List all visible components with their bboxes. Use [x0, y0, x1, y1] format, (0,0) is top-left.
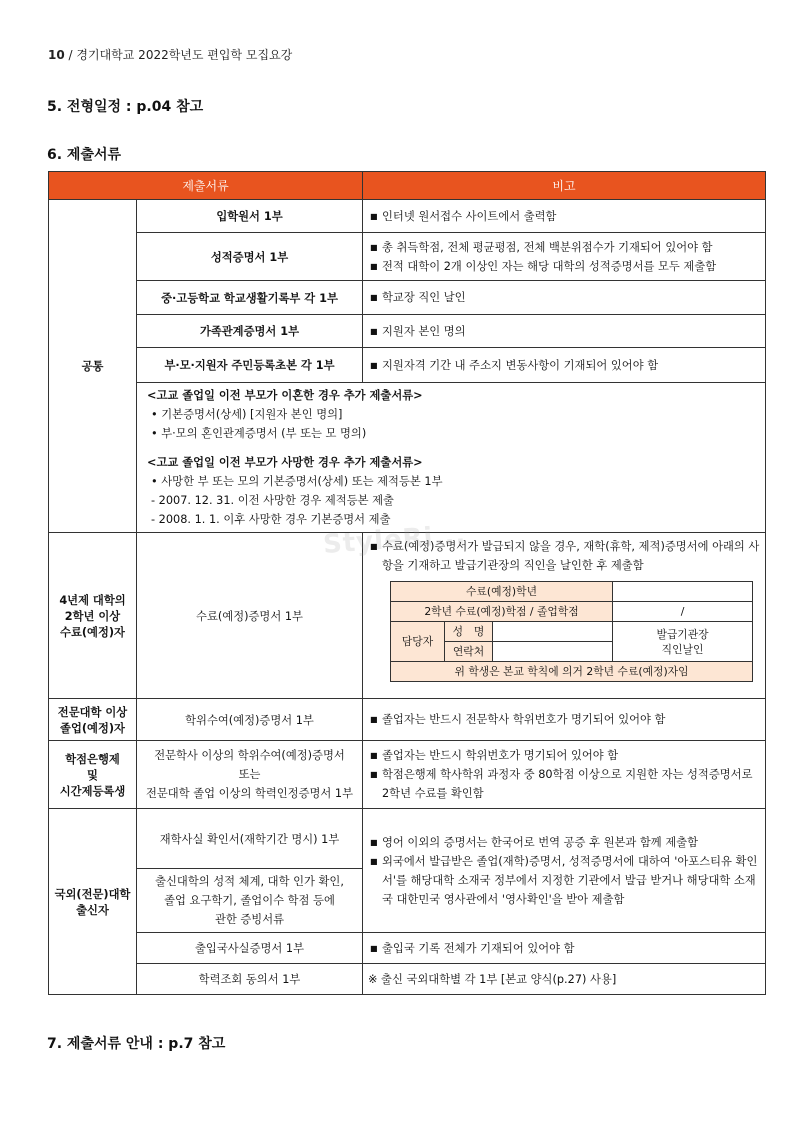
label-line: 학점은행제 — [65, 752, 120, 766]
note-item: ■ 수료(예정)증명서가 발급되지 않을 경우, 재학(휴학, 제적)증명서에 아래의 사항을 기재하고 발급기관장의 직인을 날인한 후 제출함 — [368, 537, 760, 575]
section-5-title: 5. 전형일정 : p.04 참고 — [47, 99, 204, 115]
doc-line: 전문학사 이상의 학위수여(예정)증명서 — [154, 749, 345, 762]
death-item: • 사망한 부 또는 모의 기본증명서(상세) 또는 제적등본 1부 — [151, 475, 443, 488]
label-line: 4년제 대학의 — [59, 593, 126, 607]
completion-form — [390, 581, 753, 682]
death-heading: <고교 졸업일 이전 부모가 사망한 경우 추가 제출서류> — [147, 456, 423, 469]
form-name: 성 명 — [445, 622, 493, 642]
note-item: ■ 외국에서 발급받은 졸업(재학)증명서, 성적증명서에 대하여 '아포스티유 확인서'를 해당대학 소재국 정부에서 지정한 기관에서 발급 받거나 해당대학 소재국 대한민국 영사관에서 '영사확인'을 받아 제출함 — [368, 852, 760, 909]
doc-credit-bank — [137, 741, 363, 809]
form-year: 수료(예정)학년 — [391, 582, 613, 602]
doc-line: 또는 — [238, 768, 261, 781]
divorce-item: • 기본증명서(상세) [지원자 본인 명의] — [151, 408, 343, 421]
category-college — [49, 699, 137, 741]
doc-completion: 수료(예정)증명서 1부 — [137, 533, 363, 699]
header-doc: 제출서류 — [49, 172, 363, 200]
note-consent: ※ 출신 국외대학별 각 1부 [본교 양식(p.27) 사용] — [363, 964, 766, 995]
form-year-value — [613, 582, 753, 602]
page-header — [48, 46, 292, 63]
note-item: ■ 인터넷 원서접수 사이트에서 출력함 — [368, 207, 760, 226]
category-credit-bank — [49, 741, 137, 809]
form-credits: 2학년 수료(예정)학점 / 졸업학점 — [391, 602, 613, 622]
doc-line: 출신대학의 성적 체계, 대학 인가 확인, — [155, 875, 344, 888]
header-title: 경기대학교 2022학년도 편입학 모집요강 — [76, 48, 293, 62]
label-line: 수료(예정)자 — [60, 625, 125, 639]
note-item: ■ 전적 대학이 2개 이상인 자는 해당 대학의 성적증명서를 모두 제출함 — [368, 257, 760, 276]
note-application — [363, 200, 766, 233]
note-item: ■ 지원자 본인 명의 — [368, 322, 760, 341]
note-item: ■ 영어 이외의 증명서는 한국어로 번역 공증 후 원본과 함께 제출함 — [368, 833, 760, 852]
label-line: 출신자 — [76, 903, 109, 917]
doc-line: 전문대학 졸업 이상의 학력인정증명서 1부 — [145, 787, 354, 800]
label-line: 및 — [87, 768, 98, 782]
doc-degree: 학위수여(예정)증명서 1부 — [137, 699, 363, 741]
section-7-title: 7. 제출서류 안내 : p.7 참고 — [47, 1036, 226, 1052]
category-univ4 — [49, 533, 137, 699]
label-line: 국외(전문)대학 — [54, 887, 131, 901]
form-manager: 담당자 — [391, 622, 445, 662]
label-line: 전문대학 이상 — [57, 705, 128, 719]
note-resident — [363, 348, 766, 383]
note-transcript — [363, 233, 766, 281]
doc-family: 가족관계증명서 1부 — [137, 315, 363, 348]
label-line: 2학년 이상 — [64, 609, 121, 623]
note-degree — [363, 699, 766, 741]
doc-application: 입학원서 1부 — [137, 200, 363, 233]
doc-resident: 부·모·지원자 주민등록초본 각 1부 — [137, 348, 363, 383]
doc-foreign-evidence — [137, 869, 363, 933]
form-name-value — [493, 622, 613, 642]
label-line: 시간제등록생 — [59, 784, 126, 798]
note-item: ■ 학점은행제 학사학위 과정자 중 80학점 이상으로 지원한 자는 성적증명서로 2학년 수료를 확인함 — [368, 765, 760, 803]
section-6-title: 6. 제출서류 — [47, 147, 122, 163]
doc-school-record: 중·고등학교 학교생활기록부 각 1부 — [137, 281, 363, 315]
form-credits-value: / — [613, 602, 753, 622]
seal-line: 직인날인 — [661, 642, 704, 656]
note-family — [363, 315, 766, 348]
note-item: ■ 졸업자는 반드시 학위번호가 명기되어 있어야 함 — [368, 746, 760, 765]
seal-line: 발급기관장 — [656, 627, 709, 641]
note-item: ■ 지원자격 기간 내 주소지 변동사항이 기재되어 있어야 함 — [368, 356, 760, 375]
note-item: ■ 출입국 기록 전체가 기재되어 있어야 함 — [368, 939, 760, 958]
header-note: 비고 — [363, 172, 766, 200]
documents-table — [48, 171, 766, 995]
note-completion — [363, 533, 766, 699]
label-line: 졸업(예정)자 — [60, 721, 125, 735]
category-foreign — [49, 809, 137, 995]
form-footer: 위 학생은 본교 학칙에 의거 2학년 수료(예정)자임 — [391, 662, 753, 682]
watermark: StyleRi... — [322, 520, 468, 560]
header-sep: / — [68, 48, 73, 62]
death-item: - 2007. 12. 31. 이전 사망한 경우 제적등본 제출 — [151, 494, 394, 507]
note-school-record — [363, 281, 766, 315]
doc-line: 졸업 요구학기, 졸업이수 학점 등에 — [164, 894, 335, 907]
doc-transcript: 성적증명서 1부 — [137, 233, 363, 281]
form-seal — [613, 622, 753, 662]
divorce-heading: <고교 졸업일 이전 부모가 이혼한 경우 추가 제출서류> — [147, 389, 423, 402]
parent-conditions — [137, 383, 766, 533]
form-contact-value — [493, 642, 613, 662]
death-item: - 2008. 1. 1. 이후 사망한 경우 기본증명서 제출 — [151, 513, 391, 526]
note-item: ■ 학교장 직인 날인 — [368, 288, 760, 307]
doc-enrollment: 재학사실 확인서(재학기간 명시) 1부 — [137, 809, 363, 869]
category-common: 공통 — [49, 200, 137, 533]
page-number: 10 — [48, 48, 65, 62]
form-contact: 연락처 — [445, 642, 493, 662]
note-foreign — [363, 809, 766, 933]
doc-consent: 학력조회 동의서 1부 — [137, 964, 363, 995]
note-credit-bank — [363, 741, 766, 809]
note-immigration — [363, 933, 766, 964]
note-item: ■ 총 취득학점, 전체 평균평점, 전체 백분위점수가 기재되어 있어야 함 — [368, 238, 760, 257]
doc-line: 관한 증빙서류 — [214, 913, 285, 926]
divorce-item: • 부·모의 혼인관계증명서 (부 또는 모 명의) — [151, 427, 367, 440]
doc-immigration: 출입국사실증명서 1부 — [137, 933, 363, 964]
note-item: ■ 졸업자는 반드시 전문학사 학위번호가 명기되어 있어야 함 — [368, 710, 760, 729]
